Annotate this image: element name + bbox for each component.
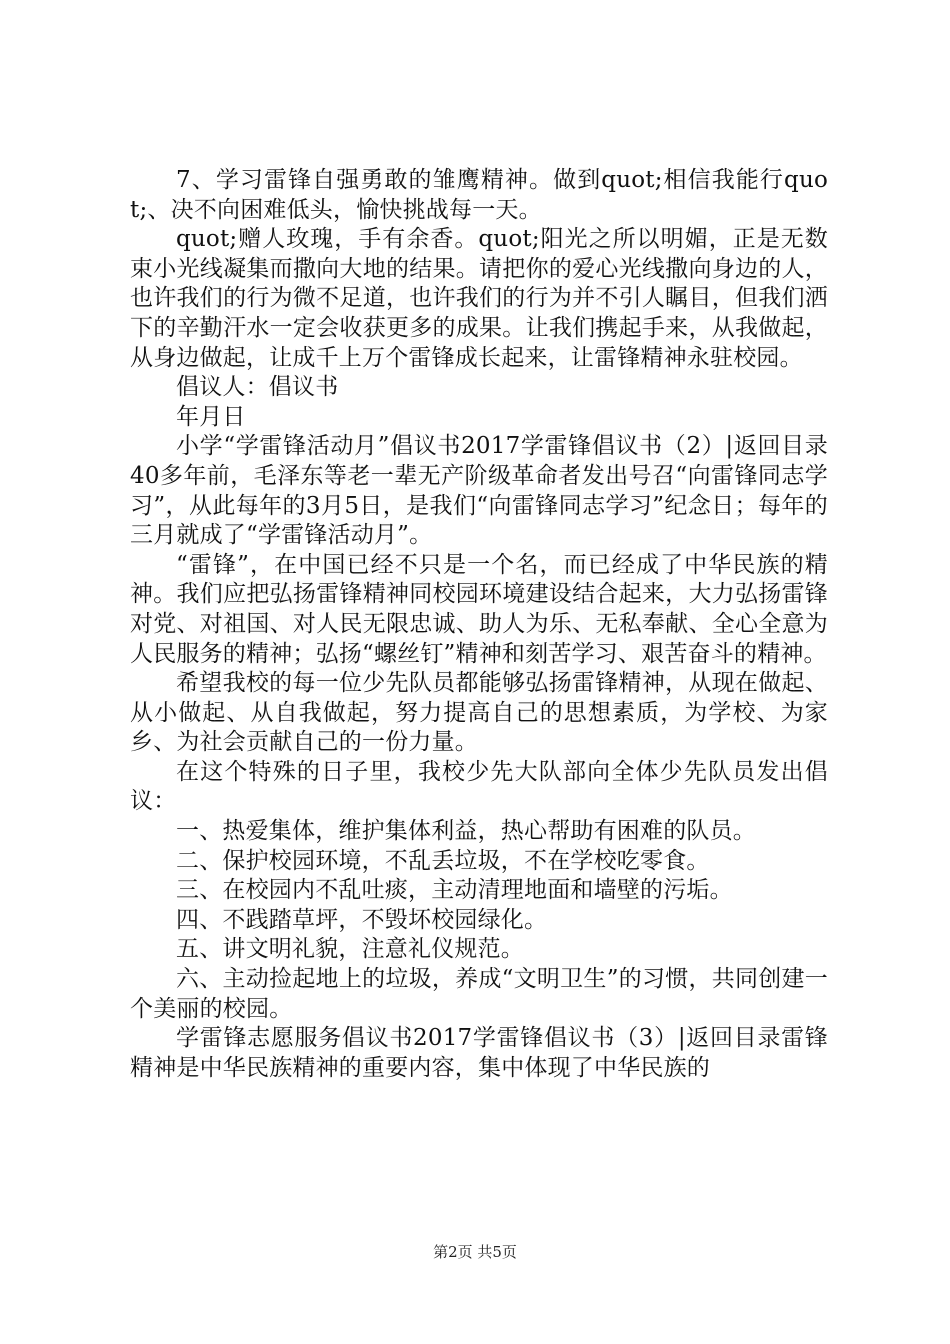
list-item-1: 一、热爱集体，维护集体利益，热心帮助有困难的队员。 (176, 818, 756, 845)
list-item-3: 三、在校园内不乱吐痰，主动清理地面和墙壁的污垢。 (176, 877, 733, 904)
document-body (130, 166, 828, 1083)
paragraph-proposal-2-intro: 小学“学雷锋活动月”倡议书2017学雷锋倡议书（2）|返回目录40多年前，毛泽东等老一辈无产阶级革命者发出号召“向雷锋同志学习”，从此每年的3月5日，是我们“向雷锋同志学习”纪念日；每年的三月就成了“学雷锋活动月”。 (130, 433, 828, 549)
list-item-6: 六、主动捡起地上的垃圾，养成“文明卫生”的习惯，共同创建一个美丽的校园。 (130, 966, 828, 1022)
paragraph-leifeng-spirit: “雷锋”，在中国已经不只是一个名，而已经成了中华民族的精神。我们应把弘扬雷锋精神同校园环境建设结合起来，大力弘扬雷锋对党、对祖国、对人民无限忠诚、助人为乐、无私奉献、全心全意为人民服务的精神；弘扬“螺丝钉”精神和刻苦学习、艰苦奋斗的精神。 (130, 551, 828, 667)
paragraph-hope: 希望我校的每一位少先队员都能够弘扬雷锋精神，从现在做起、从小做起、从自我做起，努力提高自己的思想素质，为学校、为家乡、为社会贡献自己的一份力量。 (130, 670, 828, 756)
paragraph-roses: quot;赠人玫瑰，手有余香。quot;阳光之所以明媚，正是无数束小光线凝集而撒向大地的结果。请把你的爱心光线撒向身边的人，也许我们的行为微不足道，也许我们的行为并不引人瞩目，但我们洒下的辛勤汗水一定会收获更多的成果。让我们携起手来，从我做起，从身边做起，让成千上万个雷锋成长起来，让雷锋精神永驻校园。 (130, 226, 828, 371)
page-number-footer: 第2页 共5页 (433, 1243, 517, 1261)
paragraph-special-day: 在这个特殊的日子里，我校少先大队部向全体少先队员发出倡议： (130, 758, 828, 815)
paragraph-initiator: 倡议人：倡议书 (176, 374, 339, 401)
paragraph-date: 年月日 (176, 403, 246, 430)
list-item-2: 二、保护校园环境，不乱丢垃圾，不在学校吃零食。 (176, 847, 710, 874)
paragraph-proposal-3-intro: 学雷锋志愿服务倡议书2017学雷锋倡议书（3）|返回目录雷锋精神是中华民族精神的重要内容，集中体现了中华民族的 (130, 1025, 828, 1081)
list-item-4: 四、不践踏草坪，不毁坏校园绿化。 (176, 906, 548, 933)
list-item-5: 五、讲文明礼貌，注意礼仪规范。 (176, 936, 524, 963)
paragraph-item-7: 7、学习雷锋自强勇敢的雏鹰精神。做到quot;相信我能行quot;、决不向困难低头，愉快挑战每一天。 (130, 167, 828, 223)
